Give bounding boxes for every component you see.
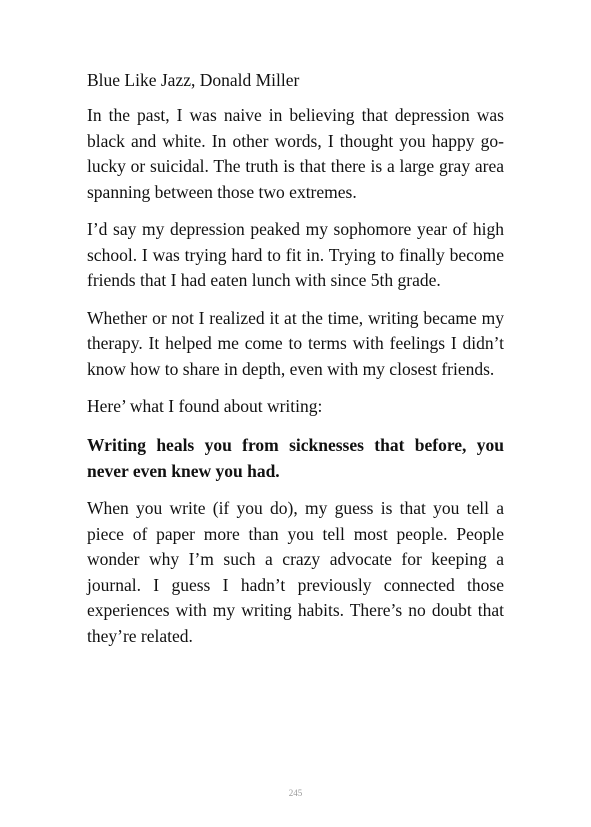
- paragraph-writing-heals: Writing heals you from sicknesses that before, you never even knew you had.: [87, 435, 504, 481]
- book-reference-heading: Blue Like Jazz, Donald Miller: [87, 70, 300, 90]
- paragraph-writing-therapy: Whether or not I realized it at the time, writing became my therapy. It helped me come to terms with feelings I didn’t know how to share in depth, even with my closest friends.: [87, 307, 504, 379]
- paragraph-found-about-writing: Here’ what I found about writing:: [87, 396, 323, 416]
- paragraph-journal-advocate: When you write (if you do), my guess is that you tell a piece of paper more than you tell most people. People wonder why I’m such a crazy advocate for keeping a journal. I guess I hadn’t previously connected those experiences with my writing habits. There’s no doubt that they’re related.: [87, 498, 504, 646]
- page-number: 245: [288, 788, 303, 798]
- paragraph-sophomore-year: I’d say my depression peaked my sophomore year of high school. I was trying hard to fit in. Trying to finally become friends that I had eaten lunch with since 5th grade.: [87, 219, 504, 290]
- page-body: [87, 68, 504, 661]
- paragraph-depression-naive: In the past, I was naive in believing that depression was black and white. In other words, I thought you happy go-lucky or suicidal. The truth is that there is a large gray area spanning between those two extremes.: [87, 105, 504, 202]
